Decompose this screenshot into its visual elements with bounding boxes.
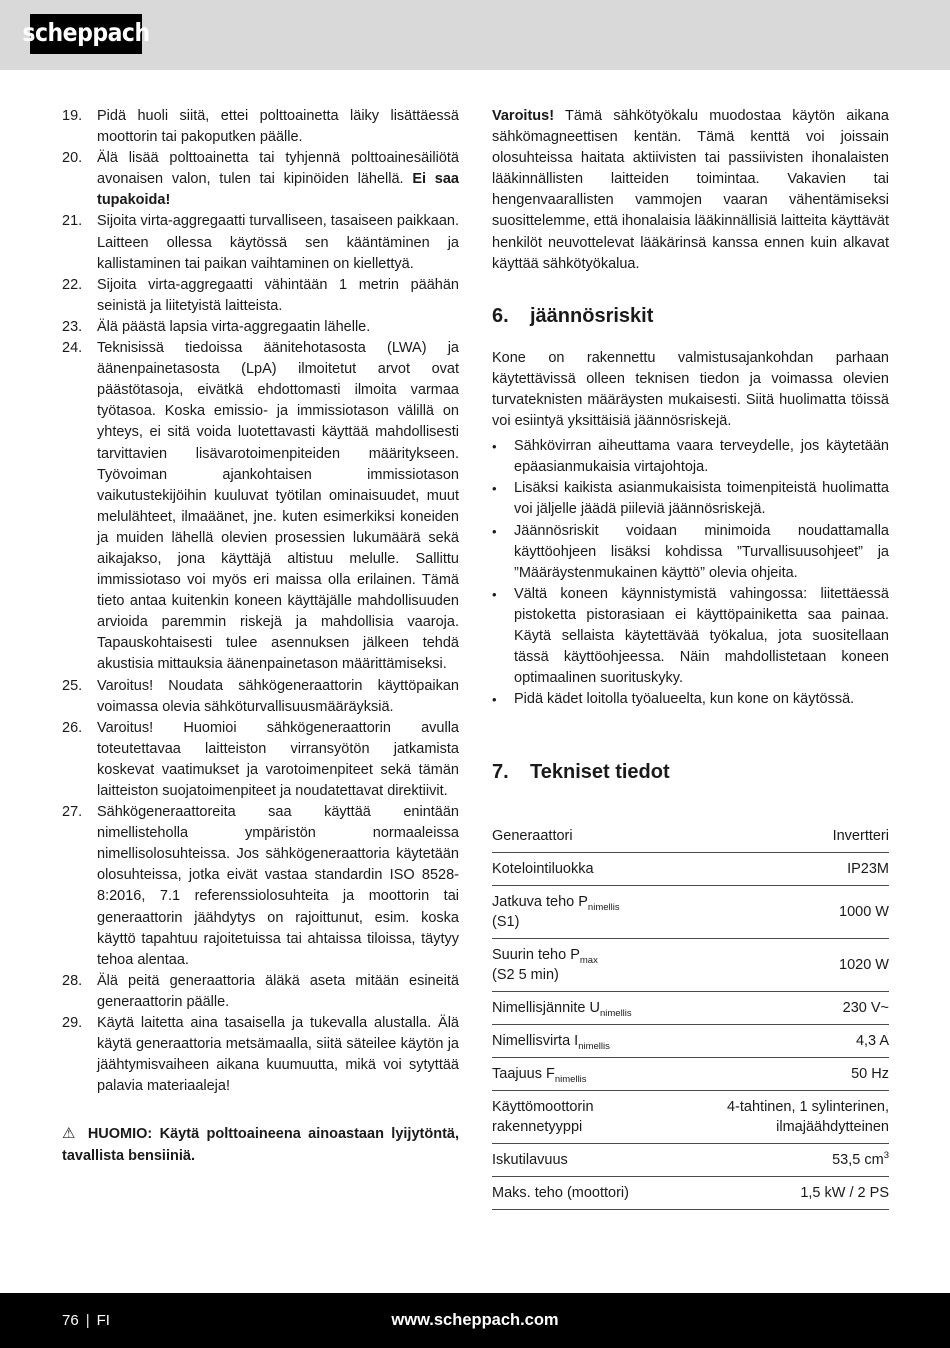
- item-text-body: Sähkögeneraattoreita saa käyttää enintään nimellisteholla ympäristön normaaleissa nimellisolosuhteissa. Jos sähkögeneraattoria käytetään olosuhteissa, jotka eivät vastaa standardin ISO 8528-8:2016, 7.1 referenssiolosuhteita ja moottorin tai generaattorin jäähdytys on rajoittunut, esim. koska käyttö tapahtuu rajoitetuissa tai ahtaissa tiloissa, täytyy tehoa alentaa.: [97, 804, 459, 968]
- bullet-marker: •: [492, 481, 497, 497]
- spec-label: [492, 939, 664, 992]
- spec-label-line2: (S1): [492, 914, 520, 931]
- spec-label-subscript: nimellis: [587, 902, 620, 914]
- residual-risks-intro: Kone on rakennettu valmistusajankohdan parhaan käytettävissä olleen teknisen tiedon ja voimassa olevien turvateknisten määräysten mukaisesti. Siitä huolimatta töissä voi esiintyä yksittäisiä jäännösriskejä.: [492, 349, 889, 430]
- spec-label-text: Taajuus F: [492, 1066, 555, 1083]
- spec-value: [664, 939, 889, 992]
- spec-label-text: Maks. teho (moottori): [492, 1185, 629, 1202]
- spec-row-continuous-power: [492, 886, 889, 939]
- spec-value-text: IP23M: [847, 861, 889, 878]
- spec-label-line2: (S2 5 min): [492, 967, 559, 984]
- bullet-item: [492, 689, 889, 710]
- spec-value: [664, 1058, 889, 1091]
- spec-value: [664, 853, 889, 886]
- bullet-marker: •: [492, 439, 497, 455]
- item-text-body: Sijoita virta-aggregaatti vähintään 1 metrin päähän seinistä ja liitetyistä laitteista.: [97, 276, 459, 314]
- item-number: 21.: [62, 213, 83, 230]
- bullet-text: Sähkövirran aiheuttama vaara terveydelle, jos käytetään epäasianmukaisia virtajohtoja.: [514, 438, 889, 476]
- list-item: [62, 1013, 459, 1097]
- spec-row-engine-type: [492, 1091, 889, 1144]
- caution-note: [62, 1123, 459, 1166]
- item-text: [97, 317, 459, 338]
- item-number: 27.: [62, 804, 83, 821]
- item-text: [97, 971, 459, 1013]
- bullet-item: [492, 436, 889, 478]
- spec-value-text: 1020 W: [839, 957, 889, 974]
- spec-row-generator: [492, 820, 889, 853]
- item-text: [97, 802, 459, 971]
- spec-value-text: Invertteri: [832, 828, 889, 845]
- spec-label: [492, 1091, 664, 1144]
- item-number: 23.: [62, 318, 83, 335]
- item-text-body: Älä päästä lapsia virta-aggregaatin lähelle.: [97, 318, 371, 335]
- spec-value: [664, 886, 889, 939]
- spec-label: [492, 1025, 664, 1058]
- spec-label-text: Generaattori: [492, 828, 573, 845]
- technical-data-table: [492, 820, 889, 1210]
- spec-value: [664, 1144, 889, 1177]
- section-heading-technical-data: [492, 760, 889, 784]
- spec-value: [664, 1177, 889, 1210]
- residual-risks-list: [492, 436, 889, 710]
- bullet-text: Jäännösriskit voidaan minimoida noudattamalla käyttöohjeen lisäksi kohdissa ”Turvallisuusohjeet” ja ”Määräystenmukainen käyttö” olevia ohjeita.: [514, 522, 889, 581]
- section-number: 6.: [492, 304, 509, 327]
- spec-row-frequency: [492, 1058, 889, 1091]
- spec-row-displacement: [492, 1144, 889, 1177]
- spec-label: [492, 1058, 664, 1091]
- spec-row-max-power: [492, 939, 889, 992]
- item-text: [97, 106, 459, 148]
- bullet-item: [492, 584, 889, 689]
- spec-value-text: 1,5 kW / 2 PS: [800, 1185, 889, 1202]
- footer-separator: |: [85, 1311, 90, 1329]
- logo-text: scheppach: [22, 19, 150, 49]
- section-heading-residual-risks: [492, 304, 889, 328]
- list-item: [62, 676, 459, 718]
- list-item: [62, 338, 459, 676]
- item-text-body: Sijoita virta-aggregaatti turvalliseen, tasaiseen paikkaan. Laitteen ollessa käytössä sen kääntäminen ja kallistaminen tai paikan vaihtaminen on kiellettyä.: [97, 213, 459, 272]
- spec-row-protection-class: [492, 853, 889, 886]
- spec-label-text: Suurin teho P: [492, 947, 580, 964]
- item-number: 22.: [62, 276, 83, 293]
- spec-label-text: Kotelointiluokka: [492, 861, 594, 878]
- item-number: 25.: [62, 677, 83, 694]
- spec-label: [492, 1177, 664, 1210]
- bullet-marker: •: [492, 523, 497, 539]
- item-text-body: Älä lisää polttoainetta tai tyhjennä polttoainesäiliötä avonaisen valon, tulen tai kipinöiden lähellä.: [97, 150, 459, 188]
- item-text: [97, 1013, 459, 1097]
- spec-label-text: Käyttömoottorin rakennetyyppi: [492, 1099, 594, 1136]
- list-item: [62, 106, 459, 148]
- spec-label-subscript: nimellis: [554, 1074, 587, 1086]
- item-text: [97, 338, 459, 676]
- spec-label: [492, 992, 664, 1025]
- spec-value-text: 4,3 A: [855, 1033, 889, 1050]
- spec-value: [664, 992, 889, 1025]
- list-item: [62, 317, 459, 338]
- bullet-item: [492, 521, 889, 584]
- website-text: www.scheppach.com: [391, 1310, 559, 1329]
- caution-note-text: HUOMIO: Käytä polttoaineena ainoastaan lyijytöntä, tavallista bensiiniä.: [62, 1126, 459, 1164]
- item-text-body: Käytä laitetta aina tasaisella ja tukevalla alustalla. Älä käytä generaattoria metsämaalla, siitä säteilee käytön ja jäähtymisvaiheen aikana kuumuutta, mikä voi sytyttää palavia materiaaleja!: [97, 1015, 459, 1095]
- spec-value-text: 230 V~: [842, 1000, 889, 1017]
- spec-value: [664, 820, 889, 853]
- bullet-item: [492, 478, 889, 520]
- list-item: [62, 718, 459, 802]
- spec-row-max-engine-power: [492, 1177, 889, 1210]
- item-text: [97, 148, 459, 211]
- right-column: [492, 106, 889, 1210]
- spec-value-text: 1000 W: [839, 904, 889, 921]
- item-number: 24.: [62, 340, 83, 357]
- spec-value-text: 4-tahtinen, 1 sylinterinen, ilmajäähdytteinen: [726, 1099, 889, 1136]
- left-column: [62, 106, 459, 1181]
- spec-value-superscript: 3: [883, 1150, 889, 1162]
- list-item: [62, 971, 459, 1013]
- list-item: [62, 211, 459, 274]
- spec-label-subscript: max: [579, 955, 598, 967]
- item-number: 29.: [62, 1015, 83, 1032]
- section-title: Tekniset tiedot: [530, 761, 670, 784]
- spec-label-subscript: nimellis: [599, 1008, 632, 1020]
- list-item: [62, 275, 459, 317]
- spec-label-text: Iskutilavuus: [492, 1152, 568, 1169]
- spec-label-text: Jatkuva teho P: [492, 894, 588, 911]
- item-text-body: Varoitus! Huomioi sähkögeneraattorin avulla toteutettavaa laitteiston virransyötön jatkamista koskevat vaatimukset ja varotoimenpiteet sekä tämän laitteiston suojatoimenpiteet ja noudatettavat direktiivit.: [97, 719, 459, 799]
- spec-label-subscript: nimellis: [578, 1041, 610, 1053]
- language-code: FI: [96, 1311, 110, 1329]
- spec-label: [492, 1144, 664, 1177]
- bullet-text: Pidä kädet loitolla työalueelta, kun kone on käytössä.: [514, 691, 855, 708]
- spec-label: [492, 820, 664, 853]
- item-number: 20.: [62, 150, 83, 167]
- section-number: 7.: [492, 761, 509, 784]
- item-text-body: Pidä huoli siitä, ettei polttoainetta läiky lisättäessä moottorin tai pakoputken päälle.: [97, 108, 459, 146]
- spec-label: [492, 886, 664, 939]
- item-text: [97, 211, 459, 274]
- item-text-bold: Ei saa tupakoida!: [97, 171, 459, 209]
- spec-value-text: 53,5 cm: [832, 1152, 884, 1169]
- warning-text: Tämä sähkötyökalu muodostaa käytön aikana sähkömagneettisen kentän. Tämä kenttä voi joissain olosuhteissa haitata aktiivisten tai passiivisten ihonalaisten lääkinnällisten laitteiden toimintaa. Vakavien tai hengenvaarallisten vammojen vaaran vähentämiseksi suosittelemme, että ihonalaisia lääkinnällisiä laitteita käyttävät henkilöt neuvottelevat lääkärinsä kanssa ennen kuin alkavat käyttää sähkötyökalua.: [492, 108, 889, 272]
- warning-triangle-icon: ⚠: [62, 1125, 79, 1143]
- item-number: 19.: [62, 108, 83, 124]
- bullet-marker: •: [492, 692, 497, 708]
- spec-row-rated-current: [492, 1025, 889, 1058]
- item-number: 26.: [62, 719, 83, 736]
- scheppach-logo: [22, 14, 150, 54]
- item-number: 28.: [62, 972, 83, 989]
- warning-lead: Varoitus!: [492, 108, 555, 124]
- item-text-body: Teknisissä tiedoissa äänitehotasosta (LWA) ja äänenpainetasosta (LpA) ilmoitetut arvot ovat päästötasoja, eivätkä ehdottomasti ilmoita varmaa työtasoa. Koska emissio- ja immissiotason välillä on yhteys, ei sitä voida luotettavasti käyttää mahdollisesti tarvittavien lisävarotoimenpiteiden määritykseen. Työvoiman ajankohtaisen immissiotason vaikutustekijöihin kuuluvat työtilan ominaisuudet, muut melulähteet, ilmaäänet, jne. kuten esimerkiksi koneiden ja muiden lähellä olevien prosessien lukumäärä sekä aikajakso, jona käyttäjä altistuu melulle. Sallittu immissiotaso voi myös eri maissa olla erilainen. Tämä tieto antaa kuitenkin koneen käyttäjälle mahdollisuuden arvioida paremmin riskejä ja mahdollisia vaaroja. Tapauskohtaisesti tulee asennuksen jälkeen tehdä akustisia mittauksia äänenpainetason määrittämiseksi.: [97, 340, 459, 673]
- bullet-text: Lisäksi kaikista asianmukaisista toimenpiteistä huolimatta voi jäljelle jäädä piileviä jäännösriskejä.: [514, 480, 889, 518]
- spec-value: [664, 1091, 889, 1144]
- footer-bar: [0, 1293, 950, 1348]
- spec-label-text: Nimellisvirta I: [492, 1033, 579, 1050]
- item-text: [97, 718, 459, 802]
- page-number: 76: [62, 1311, 79, 1329]
- item-text: [97, 275, 459, 317]
- spec-label: [492, 853, 664, 886]
- list-item: [62, 802, 459, 971]
- spec-value-text: 50 Hz: [851, 1066, 889, 1083]
- bullet-text: Vältä koneen käynnistymistä vahingossa: liitettäessä pistoketta pistorasiaan ei käyttöpainiketta saa painaa. Käytä sellaista käytettävää työkalua, jota suositellaan tässä käyttöohjeessa. Näin mahdollistetaan koneen optimaalinen suorituskyky.: [514, 585, 889, 687]
- item-text: [97, 676, 459, 718]
- item-text-body: Älä peitä generaattoria äläkä aseta mitään esineitä generaattorin päälle.: [97, 972, 459, 1010]
- emf-warning-paragraph: [492, 106, 889, 275]
- section-title: jäännösriskit: [530, 304, 654, 327]
- bullet-marker: •: [492, 586, 497, 602]
- spec-label-text: Nimellisjännite U: [492, 1000, 600, 1017]
- header-bar: [0, 0, 950, 70]
- list-item: [62, 148, 459, 211]
- item-text-body: Varoitus! Noudata sähkögeneraattorin käyttöpaikan voimassa olevia sähköturvallisuusmääräyksiä.: [97, 677, 459, 715]
- spec-row-rated-voltage: [492, 992, 889, 1025]
- spec-value: [664, 1025, 889, 1058]
